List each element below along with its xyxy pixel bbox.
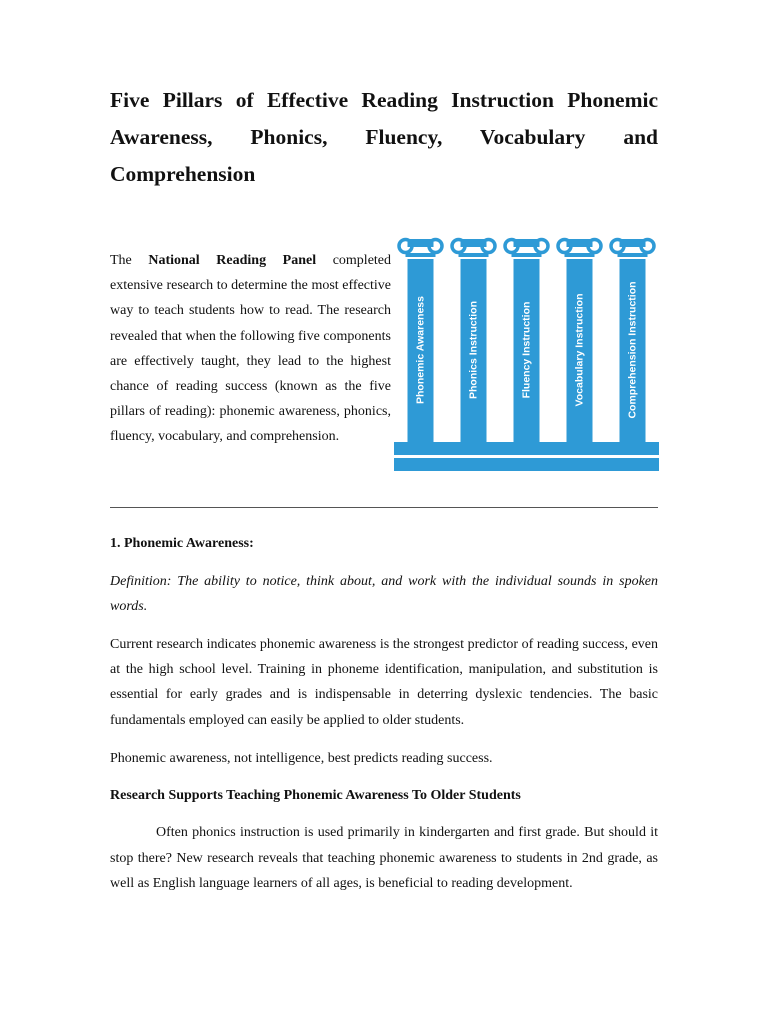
pillar-label: Phonics Instruction	[467, 300, 480, 400]
pillar-base-top	[394, 442, 659, 455]
older-students-paragraph: Often phonics instruction is used primarily in kindergarten and first grade. But should it stop there? New research reveals that teaching phonemic awareness to students in 2nd grade, as well as English language learners of all ages, is beneficial to reading development.	[110, 825, 658, 891]
pillar-label: Phonemic Awareness	[414, 296, 427, 404]
pillar-label: Fluency Instruction	[520, 301, 533, 399]
pillar	[452, 239, 495, 442]
pillar-capital	[567, 239, 593, 247]
pillar-base-bottom	[394, 458, 659, 471]
pillar	[505, 239, 548, 442]
pillar-abacus	[512, 253, 542, 257]
document-title: Five Pillars of Effective Reading Instruction Phonemic Awareness, Phonics, Fluency, Vocabulary and Comprehension	[110, 88, 658, 186]
pillar-capital	[408, 239, 434, 247]
pillar-abacus	[406, 253, 436, 257]
definition-text: Definition: The ability to notice, think about, and work with the individual sounds in spoken words.	[110, 574, 658, 614]
pillar-abacus	[618, 253, 648, 257]
pillar-abacus	[459, 253, 489, 257]
pillar-label: Vocabulary Instruction	[573, 293, 586, 407]
pillar	[399, 239, 442, 442]
org-name: National Reading Panel	[148, 253, 317, 268]
pillar-capital	[461, 239, 487, 247]
pillar	[558, 239, 601, 442]
intro-prefix: The	[110, 253, 149, 268]
pillar-capital	[620, 239, 646, 247]
intro-text: completed extensive research to determine the most effective way to teach students how to read. The research revealed that when the following five components are effectively taught, they lead to the highest chance of reading success (known as the five pillars of reading): phonemic awareness, phonics, fluency, vocabulary, and comprehension.	[110, 253, 392, 445]
five-pillars-illustration	[394, 234, 659, 474]
summary-sentence: Phonemic awareness, not intelligence, best predicts reading success.	[110, 751, 493, 766]
section-divider	[110, 507, 658, 508]
research-paragraph: Current research indicates phonemic awareness is the strongest predictor of reading success, even at the high school level. Training in phoneme identification, manipulation, and substitution is essential for early grades and is indispensable in deterring dyslexic tendencies. The basic fundamentals employed can easily be applied to older students.	[110, 637, 658, 728]
subsection-heading: Research Supports Teaching Phonemic Awareness To Older Students	[110, 788, 521, 803]
section-heading: 1. Phonemic Awareness:	[110, 536, 254, 551]
intro-paragraph	[110, 248, 391, 450]
pillar-label: Comprehension Instruction	[626, 281, 639, 419]
pillar-capital	[514, 239, 540, 247]
pillar-abacus	[565, 253, 595, 257]
pillar	[611, 239, 654, 442]
